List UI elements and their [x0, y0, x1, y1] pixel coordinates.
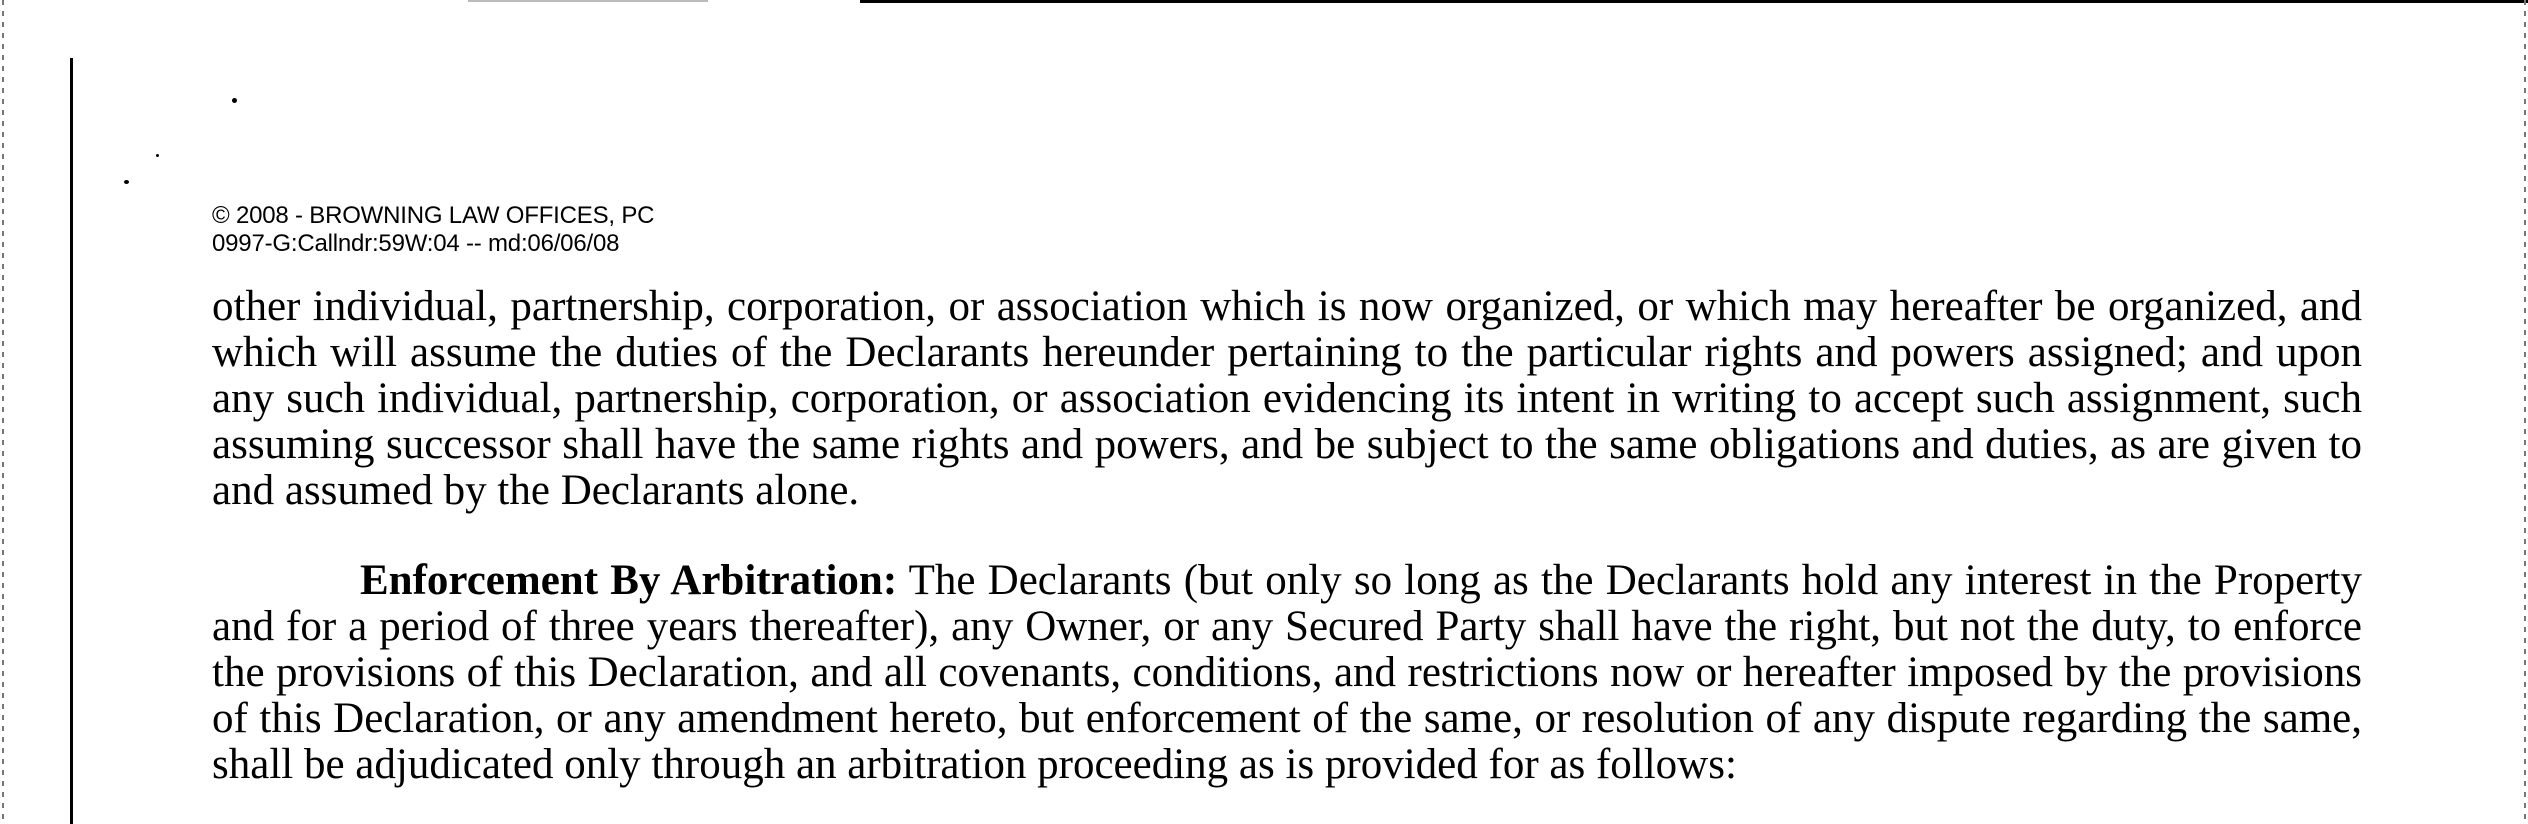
- enforcement-paragraph: [212, 558, 2362, 788]
- copyright-line: © 2008 - BROWNING LAW OFFICES, PC: [212, 202, 655, 229]
- left-margin-rule: [70, 58, 73, 824]
- scan-speck: [232, 98, 237, 103]
- continuation-paragraph: other individual, partnership, corporation, or association which is now organized, or which may hereafter be organized, and which will assume the duties of the Declarants hereunder pertaining to the particular rights and powers assigned; and upon any such individual, partnership, corporation, or association evidencing its intent in writing to accept such assignment, such assuming successor shall have the same rights and powers, and be subject to the same obligations and duties, as are given to and assumed by the Declarants alone.: [212, 283, 2362, 514]
- scan-top-artifact: [468, 0, 708, 2]
- document-header: [212, 202, 654, 258]
- enforcement-heading: Enforcement By Arbitration:: [360, 557, 898, 604]
- scan-right-edge: [2524, 0, 2526, 824]
- scan-top-edge-line: [860, 0, 2528, 3]
- enforcement-body: The Declarants (but only so long as the Declarants hold any interest in the Property and for a period of three years thereafter), any Owner, or any Secured Party shall have the right, but not the duty, to enforce the provisions of this Declaration, and all covenants, conditions, and restrictions now or hereafter imposed by the provisions of this Declaration, or any amendment hereto, but enforcement of the same, or resolution of any dispute regarding the same, shall be adjudicated only through an arbitration proceeding as is provided for as follows:: [212, 557, 2362, 788]
- scan-left-edge: [2, 0, 4, 824]
- scan-speck: [124, 180, 129, 184]
- document-code-line: 0997-G:Callndr:59W:04 -- md:06/06/08: [212, 230, 620, 257]
- scan-speck: [156, 154, 159, 157]
